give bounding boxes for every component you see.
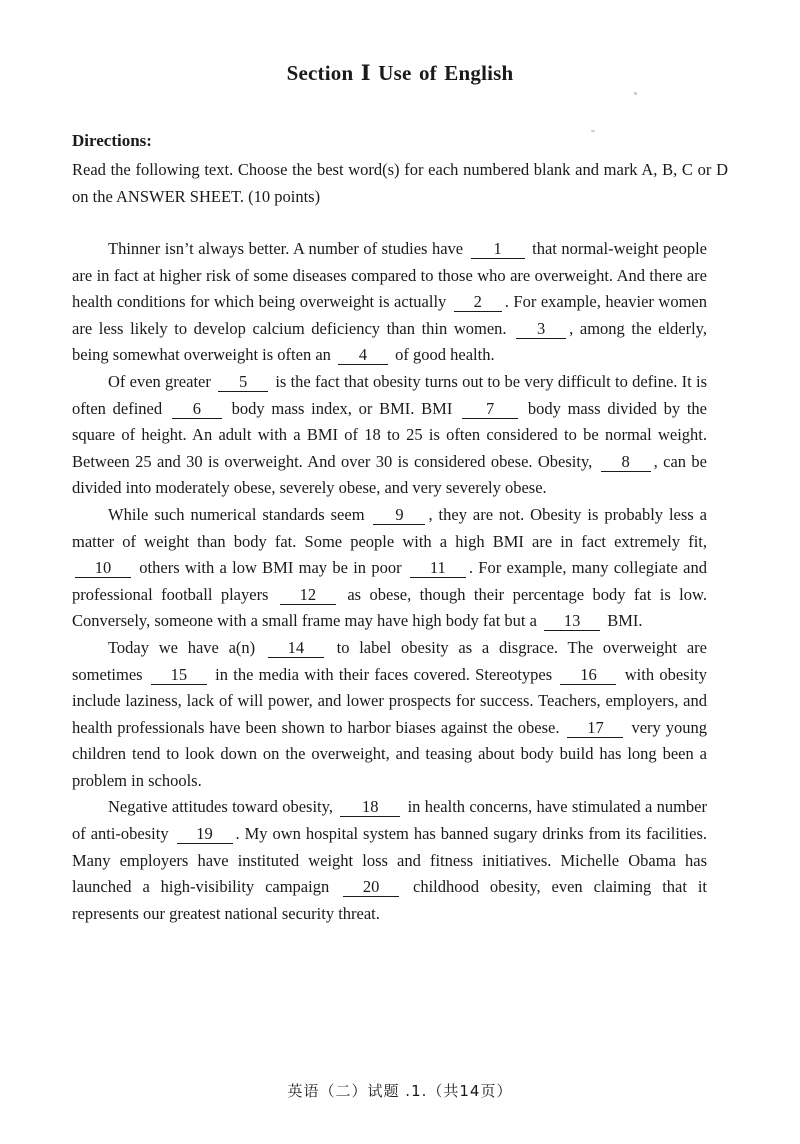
blank-9: 9 <box>373 505 425 525</box>
passage-text: with obesity include laziness, lack of will power, and lower prospects for success. Teachers, employers, and health professionals have been shown to harbor biases against the obese. <box>72 664 708 737</box>
blank-20: 20 <box>343 877 399 897</box>
passage-text: as obese, though their percentage body fat is low. Conversely, someone with a small frame may have high body fat but a <box>72 584 707 631</box>
passage-text: While such numerical standards seem <box>108 504 371 524</box>
passage-text: Thinner isn’t always better. A number of studies have <box>108 239 468 258</box>
blank-16: 16 <box>560 665 616 685</box>
passage-paragraph <box>72 794 707 927</box>
blank-8: 8 <box>601 452 651 472</box>
blank-19: 19 <box>177 824 233 844</box>
blank-7: 7 <box>462 399 518 419</box>
directions-text: Read the following text. Choose the best word(s) for each numbered blank and mark A, B, C or D on the ANSWER SHEET. (10 points) <box>72 160 728 206</box>
scan-speck <box>591 130 595 132</box>
blank-10: 10 <box>75 558 131 578</box>
blank-4: 4 <box>338 345 388 365</box>
blank-13: 13 <box>544 611 600 631</box>
passage-text: Today we have a(n) <box>108 637 265 657</box>
passage-paragraph <box>72 502 707 635</box>
passage-text: Negative attitudes toward obesity, <box>108 797 338 817</box>
passage-text: , among the elderly, being somewhat overweight is often an <box>72 318 707 365</box>
passage-paragraph <box>72 635 707 795</box>
passage-text: body mass divided by the square of height. An adult with a BMI of 18 to 25 is often considered to be normal weight. Between 25 and 30 is overweight. And over 30 is considered obese. Obesity, <box>72 398 707 471</box>
passage-text: . My own hospital system has banned sugary drinks from its facilities. Many employers have instituted weight loss and fitness initiatives. Michelle Obama has launched a high-visibility campaign <box>72 824 707 897</box>
passage-text: , they are not. Obesity is probably less a matter of weight than body fat. Some people with a high BMI are in fact extremely fit, <box>72 504 707 551</box>
passage-text: others with a low BMI may be in poor <box>134 558 407 578</box>
passage-text: , can be divided into moderately obese, severely obese, and very severely obese. <box>72 451 707 498</box>
passage-text: in health concerns, have stimulated a number of anti-obesity <box>72 797 707 844</box>
cloze-passage <box>72 236 707 927</box>
passage-text: . For example, heavier women are less likely to develop calcium deficiency than thin women. <box>72 292 707 338</box>
blank-11: 11 <box>410 558 466 578</box>
passage-text: Of even greater <box>108 371 216 391</box>
scan-speck <box>634 92 637 95</box>
passage-text: very young children tend to look down on the overweight, and teasing about body build has long been a problem in schools. <box>72 717 707 790</box>
directions-heading: Directions: <box>72 131 152 150</box>
passage-text: is the fact that obesity turns out to be very difficult to define. It is often defined <box>72 371 707 418</box>
page-footer: 英语（二）试题 .1.（共14页） <box>287 1082 513 1100</box>
blank-17: 17 <box>567 718 623 738</box>
passage-text: in the media with their faces covered. Stereotypes <box>209 664 558 684</box>
passage-paragraph <box>72 369 707 502</box>
passage-paragraph <box>72 236 707 369</box>
section-title: Section Ⅰ Use of English <box>286 61 514 85</box>
blank-2: 2 <box>454 292 502 312</box>
blank-1: 1 <box>471 239 525 259</box>
blank-18: 18 <box>340 797 400 817</box>
passage-text: of good health. <box>391 345 495 365</box>
blank-15: 15 <box>151 665 207 685</box>
passage-text: that normal-weight people are in fact at higher risk of some diseases compared to those who are overweight. And there are health conditions for which being overweight is actually <box>72 239 707 312</box>
passage-text: BMI. <box>603 611 643 631</box>
passage-text: to label obesity as a disgrace. The overweight are sometimes <box>72 637 707 684</box>
blank-5: 5 <box>218 372 268 392</box>
passage-text: childhood obesity, even claiming that it represents our greatest national security threat. <box>72 877 708 923</box>
passage-text: body mass index, or BMI. BMI <box>224 398 460 418</box>
blank-14: 14 <box>268 638 324 658</box>
blank-3: 3 <box>516 319 566 339</box>
passage-text: . For example, many collegiate and professional football players <box>72 558 707 604</box>
blank-12: 12 <box>280 585 336 605</box>
blank-6: 6 <box>172 399 222 419</box>
